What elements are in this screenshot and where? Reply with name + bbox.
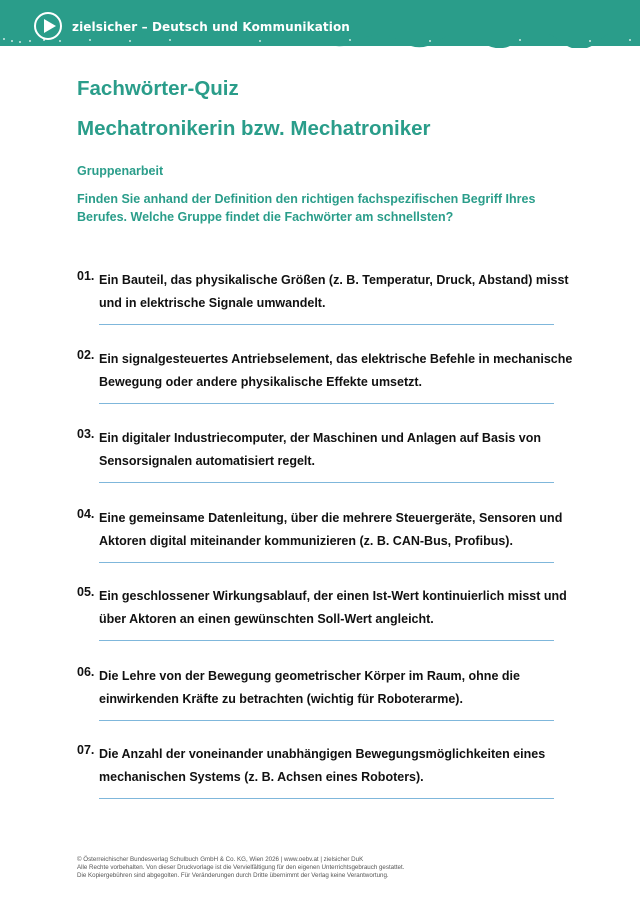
answer-line[interactable] (99, 324, 554, 325)
question-item (77, 743, 577, 813)
question-item (77, 507, 577, 577)
question-text: Ein geschlossener Wirkungsablauf, der einen Ist-Wert kontinuierlich misst und über Aktoren an einen gewünschten Soll-Wert angleicht. (99, 589, 567, 626)
question-text: Eine gemeinsame Datenleitung, über die mehrere Steuergeräte, Sensoren und Aktoren digital miteinander kommunizieren (z. B. CAN-Bus, Profibus). (99, 511, 563, 548)
brand-title: zielsicher – Deutsch und Kommunikation (72, 20, 350, 34)
question-item (77, 585, 577, 655)
question-text: Ein digitaler Industriecomputer, der Maschinen und Anlagen auf Basis von Sensorsignalen automatisiert regelt. (99, 431, 541, 468)
answer-line[interactable] (99, 720, 554, 721)
question-number: 01. (77, 269, 95, 283)
question-number: 05. (77, 585, 95, 599)
question-item (77, 427, 577, 497)
page-title: Fachwörter-Quiz (77, 77, 239, 100)
answer-line[interactable] (99, 798, 554, 799)
answer-line[interactable] (99, 562, 554, 563)
task-instructions: Finden Sie anhand der Definition den richtigen fachspezifischen Begriff Ihres Berufes. Welche Gruppe findet die Fachwörter am schnellsten? (77, 192, 536, 224)
question-number: 03. (77, 427, 95, 441)
page-subtitle: Mechatronikerin bzw. Mechatroniker (77, 117, 431, 140)
question-item (77, 348, 577, 418)
copyright-footer (77, 856, 404, 881)
question-text: Ein Bauteil, das physikalische Größen (z. B. Temperatur, Druck, Abstand) misst und in elektrische Signale umwandelt. (99, 273, 569, 310)
play-icon (34, 12, 62, 40)
question-text: Ein signalgesteuertes Antriebselement, das elektrische Befehle in mechanische Bewegung oder andere physikalische Effekte umsetzt. (99, 352, 573, 389)
task-label: Gruppenarbeit (77, 164, 164, 178)
question-text: Die Lehre von der Bewegung geometrischer Körper im Raum, ohne die einwirkenden Kräfte zu betrachten (wichtig für Roboterarme). (99, 669, 520, 706)
question-number: 02. (77, 348, 95, 362)
question-item (77, 665, 577, 735)
question-number: 04. (77, 507, 95, 521)
footer-line: Alle Rechte vorbehalten. Von dieser Druckvorlage ist die Vervielfältigung für den eigenen Unterrichtsgebrauch gestattet. (77, 864, 405, 872)
answer-line[interactable] (99, 482, 554, 483)
question-text: Die Anzahl der voneinander unabhängigen Bewegungsmöglichkeiten eines mechanischen Systems (z. B. Achsen eines Roboters). (99, 747, 546, 784)
header-wave-edge (0, 34, 640, 48)
answer-line[interactable] (99, 640, 554, 641)
question-number: 07. (77, 743, 95, 757)
question-item (77, 269, 577, 339)
question-number: 06. (77, 665, 95, 679)
answer-line[interactable] (99, 403, 554, 404)
footer-line: © Österreichischer Bundesverlag Schulbuch GmbH & Co. KG, Wien 2026 | www.oebv.at | zielsicher DuK (77, 856, 364, 863)
header-banner (0, 0, 640, 46)
footer-line: Die Kopiergebühren sind abgegolten. Für Veränderungen durch Dritte übernimmt der Verlag keine Verantwortung. (77, 872, 389, 880)
